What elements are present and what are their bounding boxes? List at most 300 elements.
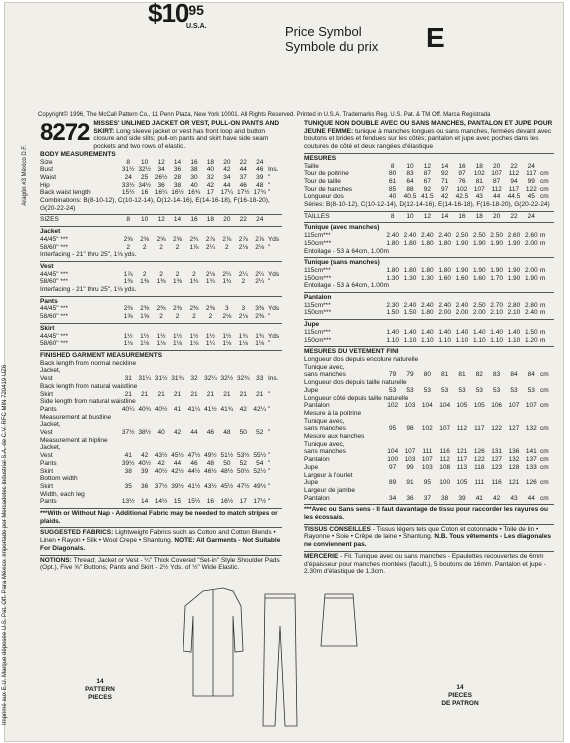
row-label: 58/60" *** bbox=[40, 243, 68, 251]
cell-value: 102 bbox=[421, 425, 433, 433]
cell-value: 21 bbox=[141, 390, 149, 398]
unit-label: m bbox=[539, 328, 546, 336]
cell-value: 127 bbox=[508, 425, 520, 433]
cell-value: 1.30 bbox=[420, 274, 434, 282]
cell-value: 36 bbox=[141, 482, 149, 490]
cell-value: 107 bbox=[404, 448, 416, 456]
cell-value: 10 bbox=[141, 158, 149, 166]
cell-value: 20 bbox=[493, 162, 501, 170]
finished-row bbox=[40, 483, 282, 491]
cell-value: 8 bbox=[126, 158, 131, 166]
combinations-line: Combinations: B(8-10-12), C(10-12-14), D(12-14-16), E(14-16-18), F(16-18-20), G(20-22-24) bbox=[40, 197, 270, 212]
cell-value: 108 bbox=[439, 463, 451, 471]
unit-label: " bbox=[267, 278, 271, 286]
cell-value: 2.40 bbox=[438, 301, 451, 309]
finished-row bbox=[40, 444, 282, 452]
cell-value: 15½ bbox=[187, 498, 201, 506]
row-label: 150cm*** bbox=[304, 274, 332, 282]
price-cents: 95 bbox=[188, 2, 204, 18]
cell-value: 22 bbox=[510, 162, 518, 170]
english-column bbox=[40, 120, 282, 572]
yardage-view-heading: Jupe bbox=[304, 319, 554, 329]
finished-row bbox=[40, 460, 282, 468]
cell-value: 37 bbox=[239, 173, 247, 181]
cell-value: 1½ bbox=[189, 332, 199, 340]
finished-row-fr bbox=[304, 356, 554, 364]
cell-value: 83 bbox=[406, 170, 414, 178]
cell-value: 39 bbox=[141, 467, 149, 475]
cell-value: 40½ bbox=[154, 405, 168, 413]
row-label: Taille bbox=[304, 162, 319, 170]
cell-value: 49½ bbox=[253, 482, 267, 490]
cell-value: 2⅜ bbox=[173, 305, 183, 313]
cell-value: 98 bbox=[406, 425, 414, 433]
finished-row bbox=[40, 391, 282, 399]
cell-value: 92 bbox=[423, 185, 431, 193]
cell-value: 42 bbox=[493, 494, 501, 502]
row-label: Back waist length bbox=[40, 189, 91, 197]
cell-value: 1.80 bbox=[420, 309, 434, 317]
cell-value: 1⅞ bbox=[189, 243, 199, 251]
unit-label: " bbox=[267, 429, 271, 437]
cell-value: 79 bbox=[389, 371, 397, 379]
yardage-row bbox=[40, 236, 282, 244]
cell-value: 2.00 bbox=[524, 266, 538, 274]
cell-value: 2 bbox=[159, 270, 163, 278]
cell-value: 1.80 bbox=[420, 266, 434, 274]
price-symbol-en: Price Symbol bbox=[285, 24, 362, 39]
cell-value: 67 bbox=[423, 177, 431, 185]
cell-value: 40½ bbox=[154, 467, 168, 475]
finished-heading-en: FINISHED GARMENT MEASUREMENTS bbox=[40, 350, 282, 360]
cell-value: 85 bbox=[389, 185, 397, 193]
finished-measurements-fr bbox=[304, 356, 554, 502]
unit-label: cm bbox=[539, 177, 549, 185]
cell-value: 32½ bbox=[220, 375, 234, 383]
sizes-row bbox=[40, 216, 282, 224]
row-label: Mesure aux hanches bbox=[304, 433, 365, 441]
cell-value: 100 bbox=[387, 456, 399, 464]
cell-value: 112 bbox=[456, 425, 468, 433]
cell-value: 46 bbox=[256, 166, 264, 174]
cell-value: 2.70 bbox=[490, 301, 503, 309]
cell-value: 18 bbox=[475, 212, 483, 220]
cell-value: 1.80 bbox=[438, 239, 451, 247]
yardage-row bbox=[40, 286, 282, 294]
cell-value: 3 bbox=[241, 305, 246, 313]
cell-value: 111 bbox=[474, 479, 485, 487]
cell-value: 17 bbox=[206, 189, 215, 197]
unit-label bbox=[540, 213, 554, 221]
tailles-row bbox=[304, 213, 554, 221]
unit-label bbox=[268, 159, 282, 167]
cell-value: 94 bbox=[510, 177, 518, 185]
cell-value: 1.10 bbox=[386, 336, 399, 344]
cell-value: 2.00 bbox=[438, 309, 451, 317]
row-label: Tour de poitrine bbox=[304, 170, 349, 178]
description-en: Long sleeve jacket or vest has front loop and button closure and side slits; pull-on pants and skirt have side seam pockets and two rows of elastic. bbox=[93, 127, 269, 151]
cell-value: 97 bbox=[389, 463, 397, 471]
cell-value: 99 bbox=[527, 177, 535, 185]
cell-value: 2 bbox=[208, 313, 213, 321]
row-label: Tunique avec, bbox=[304, 417, 345, 425]
row-label: Jupe bbox=[304, 463, 319, 471]
cell-value: 53 bbox=[389, 386, 397, 394]
cell-value: 1.90 bbox=[490, 239, 503, 247]
cell-value: 105 bbox=[456, 402, 468, 410]
finished-row bbox=[40, 452, 282, 460]
cell-value: 31½ bbox=[121, 166, 135, 174]
yardage-view-heading: Tunique (avec manches) bbox=[304, 222, 554, 232]
cell-value: 1.40 bbox=[403, 328, 417, 336]
cell-value: 1.10 bbox=[472, 336, 486, 344]
cell-value: 84 bbox=[527, 371, 535, 379]
cell-value: 1.10 bbox=[438, 336, 451, 344]
cell-value: 91 bbox=[406, 479, 414, 487]
cell-value: 102 bbox=[473, 170, 485, 178]
cell-value: 21 bbox=[190, 390, 198, 398]
cell-value: 2.50 bbox=[472, 301, 486, 309]
cell-value: 2.10 bbox=[507, 309, 521, 317]
cell-value: 80 bbox=[389, 170, 397, 178]
cell-value: 2⅞ bbox=[255, 235, 265, 243]
unit-label: " bbox=[267, 405, 271, 413]
row-label: 44/45" *** bbox=[40, 332, 68, 340]
cell-value: 2⅜ bbox=[140, 305, 150, 313]
cell-value: 1⅛ bbox=[123, 340, 133, 348]
cell-value: 46 bbox=[190, 459, 198, 467]
cell-value: 107 bbox=[439, 425, 451, 433]
row-label: Longueur dos depuis taille naturelle bbox=[304, 379, 407, 387]
cell-value: 2 bbox=[126, 243, 131, 251]
cell-value: 97 bbox=[441, 185, 449, 193]
cell-value: 36 bbox=[157, 181, 165, 189]
cell-value: 12 bbox=[423, 212, 431, 220]
cell-value: 2.50 bbox=[455, 232, 469, 240]
cell-value: 34 bbox=[389, 494, 397, 502]
finished-row-fr bbox=[304, 495, 554, 503]
unit-label: Yds bbox=[267, 270, 280, 278]
unit-label: " bbox=[267, 173, 271, 181]
cell-value: 14 bbox=[441, 162, 449, 170]
mesures-heading: MESURES bbox=[304, 153, 554, 163]
cell-value: 24 bbox=[256, 158, 264, 166]
cell-value: 2⅛ bbox=[255, 243, 265, 251]
cell-value: 123 bbox=[491, 463, 503, 471]
row-label: Tunique avec, bbox=[304, 363, 345, 371]
cell-value: 40 bbox=[190, 181, 198, 189]
cell-value: 15 bbox=[173, 498, 182, 506]
cell-value: 42 bbox=[223, 166, 231, 174]
cell-value: 88 bbox=[406, 185, 414, 193]
cell-value: 51½ bbox=[220, 452, 234, 460]
cell-value: 44 bbox=[493, 193, 501, 201]
cell-value: 16½ bbox=[171, 189, 184, 197]
pattern-pieces-fr: 14 PIECES DE PATRON bbox=[441, 684, 479, 707]
cell-value: 21 bbox=[157, 390, 165, 398]
cell-value: 39½ bbox=[121, 459, 135, 467]
cell-value: 107 bbox=[525, 402, 537, 410]
row-label: Vest bbox=[40, 452, 53, 460]
cell-value: 1.10 bbox=[490, 336, 503, 344]
finished-row bbox=[40, 398, 282, 406]
cell-value: 1½ bbox=[205, 332, 215, 340]
cell-value: 99 bbox=[406, 463, 414, 471]
cell-value: 16 bbox=[458, 162, 466, 170]
cell-value: 117 bbox=[508, 185, 520, 193]
cell-value: 1⅜ bbox=[140, 278, 150, 286]
cell-value: 95 bbox=[389, 425, 397, 433]
cell-value: 116 bbox=[491, 479, 502, 487]
cell-value: 1.80 bbox=[438, 266, 451, 274]
cell-value: 40 bbox=[206, 166, 215, 174]
unit-label: m bbox=[539, 232, 546, 240]
cell-value: 2⅝ bbox=[156, 235, 166, 243]
cell-value: 2¼ bbox=[238, 270, 248, 278]
yardage-row-fr bbox=[304, 329, 554, 337]
yardage-view-heading: Tunique (sans manches) bbox=[304, 257, 554, 267]
title-block bbox=[40, 120, 282, 151]
finished-row-fr bbox=[304, 448, 554, 456]
unit-label: cm bbox=[539, 193, 549, 201]
row-label: Vest bbox=[40, 429, 53, 437]
cell-value: 17¼ bbox=[220, 189, 234, 197]
cell-value: 1.40 bbox=[507, 328, 521, 336]
cell-value: 79 bbox=[406, 371, 414, 379]
row-label: Longueur côté depuis taille naturelle bbox=[304, 394, 409, 402]
cell-value: 112 bbox=[439, 456, 450, 464]
skirt-drawing bbox=[321, 594, 357, 646]
unit-label: cm bbox=[539, 479, 549, 487]
unit-label: " bbox=[267, 340, 271, 348]
cell-value: 2.40 bbox=[403, 301, 417, 309]
cell-value: 49½ bbox=[204, 452, 217, 460]
cell-value: 121 bbox=[508, 479, 520, 487]
finished-row bbox=[40, 383, 282, 391]
cell-value: 40¼ bbox=[121, 405, 135, 413]
cell-value: 46 bbox=[206, 429, 215, 437]
cell-value: 34½ bbox=[138, 181, 151, 189]
cell-value: 53 bbox=[441, 386, 449, 394]
cell-value: 103 bbox=[404, 402, 416, 410]
cell-value: 1⅛ bbox=[255, 340, 265, 348]
notions-fr: MERCERIE - Fil. Tunique avec ou sans manches - Epaulettes recouvertes de 6mm d'épaisseur pour manches montées (facult.), 5 boutons de 16mm. Pantalon et jupe - 2.30m d'élastique de 1.3cm. bbox=[304, 551, 554, 576]
cell-value: 2 bbox=[175, 243, 180, 251]
yardage-row bbox=[40, 340, 282, 348]
row-label: Skirt bbox=[40, 390, 53, 398]
cell-value: 1.30 bbox=[403, 274, 417, 282]
cell-value: 1.90 bbox=[507, 274, 521, 282]
cell-value: 16 bbox=[206, 498, 215, 506]
cell-value: 2 bbox=[159, 313, 163, 321]
cell-value: 44 bbox=[239, 166, 247, 174]
row-label: TAILLES bbox=[304, 212, 330, 220]
cell-value: 1.40 bbox=[455, 328, 469, 336]
cell-value: 1.50 bbox=[386, 309, 399, 317]
price-currency: U.S.A. bbox=[186, 23, 207, 30]
yardage-row bbox=[40, 251, 282, 259]
cell-value: 92 bbox=[441, 170, 449, 178]
cell-value: 1⅛ bbox=[222, 340, 232, 348]
unit-label: " bbox=[267, 390, 271, 398]
cell-value: 16 bbox=[190, 216, 198, 224]
cell-value: 1.40 bbox=[420, 328, 434, 336]
cell-value: 13½ bbox=[121, 498, 135, 506]
cell-value: 1.80 bbox=[386, 239, 399, 247]
cell-value: 55½ bbox=[253, 452, 267, 460]
cell-value: 10 bbox=[141, 216, 149, 224]
cell-value: 48 bbox=[223, 429, 231, 437]
cell-value: 2.50 bbox=[490, 232, 503, 240]
cell-value: 107 bbox=[508, 402, 520, 410]
nap-note-fr: ***Avec ou Sans sens - Il faut davantage de tissu pour raccorder les rayures ou les écossais. bbox=[304, 504, 554, 521]
cell-value: 16 bbox=[190, 158, 198, 166]
cell-value: 1½ bbox=[156, 332, 166, 340]
cell-value: 36 bbox=[173, 166, 182, 174]
unit-label bbox=[268, 216, 282, 224]
cell-value: 1.90 bbox=[490, 266, 503, 274]
unit-label: cm bbox=[539, 402, 549, 410]
cell-value: 1⅛ bbox=[156, 340, 166, 348]
finished-row-fr bbox=[304, 479, 554, 487]
cell-value: 42 bbox=[157, 459, 165, 467]
title-en: MISSES' UNLINED JACKET OR VEST, PULL-ON PANTS AND SKIRT: bbox=[93, 120, 280, 135]
row-label: Largeur à l'ourlet bbox=[304, 471, 353, 479]
row-label: 150cm*** bbox=[304, 336, 332, 344]
body-measurement-row bbox=[40, 159, 282, 167]
cell-value: 1.50 bbox=[403, 309, 417, 317]
row-label: Waist bbox=[40, 173, 57, 181]
cell-value: 2.40 bbox=[524, 309, 538, 317]
cell-value: 17 bbox=[239, 498, 247, 506]
nap-note-en: ***With or Without Nap - Additional Fabric may be needed to match stripes or plaids. bbox=[40, 508, 282, 525]
cell-value: 1.80 bbox=[403, 266, 417, 274]
cell-value: 1.30 bbox=[386, 274, 399, 282]
cell-value: 10 bbox=[406, 212, 414, 220]
cell-value: 2.30 bbox=[386, 301, 399, 309]
cell-value: 46½ bbox=[204, 467, 217, 475]
cell-value: 131 bbox=[491, 448, 503, 456]
cell-value: 1.90 bbox=[507, 239, 521, 247]
price-symbol-fr: Symbole du prix bbox=[285, 39, 379, 54]
finished-row-fr bbox=[304, 464, 554, 472]
cell-value: 38 bbox=[124, 467, 132, 475]
cell-value: 2⅛ bbox=[205, 270, 215, 278]
yardage-row bbox=[40, 313, 282, 321]
cell-value: 1⅝ bbox=[140, 313, 150, 321]
row-label: Bust bbox=[40, 166, 54, 174]
cell-value: 44½ bbox=[187, 467, 201, 475]
row-label: Jupe bbox=[304, 479, 319, 487]
cell-value: 132 bbox=[525, 425, 537, 433]
unit-label: " bbox=[267, 181, 271, 189]
cell-value: 89 bbox=[389, 479, 397, 487]
cell-value: 122 bbox=[491, 425, 503, 433]
finished-heading-fr: MESURES DU VETEMENT FINI bbox=[304, 346, 554, 356]
cell-value: 1.90 bbox=[524, 274, 538, 282]
cell-value: 37½ bbox=[154, 482, 168, 490]
cell-value: 38 bbox=[441, 494, 449, 502]
cell-value: 1⅛ bbox=[189, 340, 199, 348]
cell-value: 2.80 bbox=[524, 301, 538, 309]
notions-en: NOTIONS: Thread; Jacket or Vest - ¼" Thick Covered "Set-in" Style Shoulder Pads (Opt.), Five ⅝" Buttons; Pants and Skirt - 2½ Yds. of ½" Wide Elastic. bbox=[40, 555, 282, 572]
cell-value: 1.40 bbox=[386, 328, 399, 336]
price-tag bbox=[148, 0, 207, 30]
cell-value: 14½ bbox=[154, 498, 168, 506]
cell-value: 41¾ bbox=[220, 405, 234, 413]
row-label: SIZES bbox=[40, 216, 59, 224]
unit-label: " bbox=[267, 189, 271, 197]
yardage-table-fr bbox=[304, 222, 554, 344]
cell-value: 43½ bbox=[154, 452, 168, 460]
cell-value: 14 bbox=[441, 212, 449, 220]
cell-value: 42 bbox=[173, 429, 182, 437]
cell-value: 32¼ bbox=[204, 375, 217, 383]
mesures-row bbox=[304, 170, 554, 178]
cell-value: 32½ bbox=[138, 166, 151, 174]
cell-value: 95 bbox=[423, 479, 431, 487]
row-label: sans manches bbox=[304, 448, 346, 456]
cell-value: 81 bbox=[475, 177, 483, 185]
cell-value: 42 bbox=[239, 405, 247, 413]
cell-value: 128 bbox=[508, 463, 520, 471]
finished-row-fr bbox=[304, 387, 554, 395]
french-column bbox=[304, 120, 554, 576]
cell-value: 41½ bbox=[204, 405, 217, 413]
row-label: Skirt bbox=[40, 482, 53, 490]
unit-label: Ins. bbox=[267, 166, 279, 174]
cell-value: 1.60 bbox=[472, 274, 486, 282]
cell-value: 33½ bbox=[121, 181, 135, 189]
unit-label: " bbox=[267, 467, 271, 475]
finished-row bbox=[40, 437, 282, 445]
unit-label: m bbox=[539, 274, 546, 282]
cell-value: 21 bbox=[239, 390, 247, 398]
unit-label: " bbox=[267, 498, 271, 506]
cell-value: 104 bbox=[439, 402, 451, 410]
sizes-header-row bbox=[40, 214, 282, 224]
yardage-row-fr bbox=[304, 337, 554, 345]
cell-value: 42¼ bbox=[253, 405, 267, 413]
cell-value: 53 bbox=[527, 386, 535, 394]
cell-value: 105 bbox=[456, 479, 468, 487]
finished-row bbox=[40, 375, 282, 383]
yardage-row-fr bbox=[304, 302, 554, 310]
finished-row-fr bbox=[304, 472, 554, 480]
cell-value: 103 bbox=[421, 463, 433, 471]
unit-label: Ins. bbox=[267, 375, 279, 383]
cell-value: 2 bbox=[142, 243, 147, 251]
cell-value: 41¼ bbox=[187, 405, 201, 413]
cell-value: 15½ bbox=[121, 189, 135, 197]
cell-value: 2¼ bbox=[222, 270, 232, 278]
cell-value: 64 bbox=[406, 177, 414, 185]
row-label: sans manches bbox=[304, 425, 346, 433]
finished-row bbox=[40, 414, 282, 422]
cell-value: 41 bbox=[124, 452, 132, 460]
cell-value: 26½ bbox=[154, 173, 168, 181]
unit-label: Yds bbox=[267, 235, 280, 243]
price-symbol bbox=[285, 24, 378, 54]
unit-label: " bbox=[267, 452, 271, 460]
side-address-text: Aragón #3 México D.F. bbox=[22, 145, 28, 206]
cell-value: 43 bbox=[510, 494, 518, 502]
unit-label: cm bbox=[539, 185, 549, 193]
cell-value: 41 bbox=[173, 405, 182, 413]
unit-label: cm bbox=[539, 456, 549, 464]
row-label: Width, each leg bbox=[40, 490, 85, 498]
cell-value: 2⅞ bbox=[238, 235, 248, 243]
